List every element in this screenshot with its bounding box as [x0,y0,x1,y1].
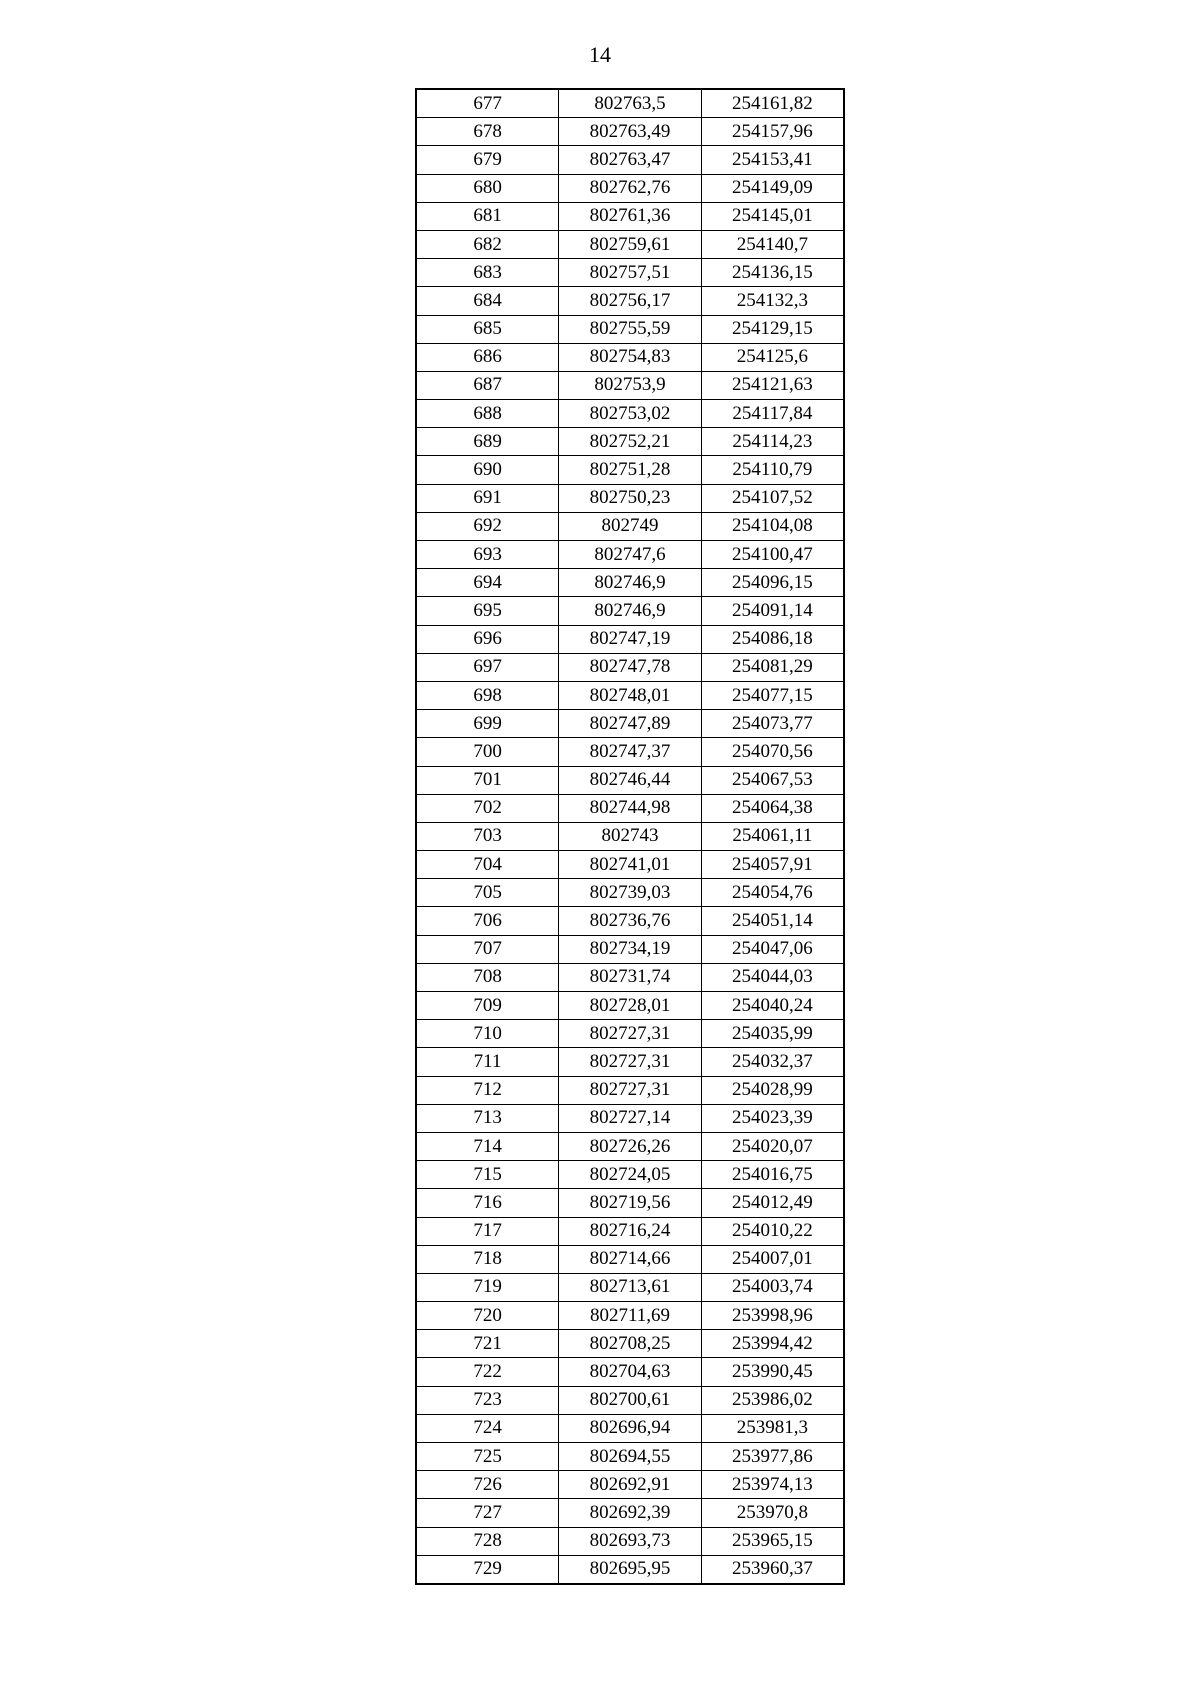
x-coordinate-cell: 802696,94 [559,1414,702,1442]
x-coordinate-cell: 802751,28 [559,456,702,484]
table-row [416,541,844,569]
y-coordinate-cell: 254044,03 [701,963,844,991]
y-coordinate-cell: 254149,09 [701,174,844,202]
table-row [416,1443,844,1471]
x-coordinate-cell: 802727,31 [559,1020,702,1048]
table-row [416,371,844,399]
y-coordinate-cell: 254054,76 [701,879,844,907]
point-number-cell: 691 [416,484,559,512]
point-number-cell: 697 [416,653,559,681]
table-row [416,1414,844,1442]
y-coordinate-cell: 254132,3 [701,287,844,315]
y-coordinate-cell: 254016,75 [701,1161,844,1189]
x-coordinate-cell: 802711,69 [559,1302,702,1330]
y-coordinate-cell: 254020,07 [701,1132,844,1160]
x-coordinate-cell: 802746,9 [559,597,702,625]
table-row [416,653,844,681]
coordinates-table [415,88,845,1585]
x-coordinate-cell: 802724,05 [559,1161,702,1189]
table-row [416,512,844,540]
y-coordinate-cell: 254077,15 [701,681,844,709]
table-row [416,315,844,343]
x-coordinate-cell: 802739,03 [559,879,702,907]
y-coordinate-cell: 253994,42 [701,1330,844,1358]
table-row [416,963,844,991]
x-coordinate-cell: 802748,01 [559,681,702,709]
y-coordinate-cell: 254107,52 [701,484,844,512]
y-coordinate-cell: 254140,7 [701,230,844,258]
x-coordinate-cell: 802695,95 [559,1555,702,1584]
point-number-cell: 678 [416,118,559,146]
table-row [416,569,844,597]
x-coordinate-cell: 802743 [559,822,702,850]
table-row [416,907,844,935]
y-coordinate-cell: 253960,37 [701,1555,844,1584]
y-coordinate-cell: 254010,22 [701,1217,844,1245]
y-coordinate-cell: 254061,11 [701,822,844,850]
point-number-cell: 729 [416,1555,559,1584]
table-row [416,146,844,174]
table-row [416,738,844,766]
table-row [416,174,844,202]
point-number-cell: 710 [416,1020,559,1048]
point-number-cell: 706 [416,907,559,935]
y-coordinate-cell: 254125,6 [701,343,844,371]
point-number-cell: 718 [416,1245,559,1273]
table-row [416,484,844,512]
table-row [416,1020,844,1048]
x-coordinate-cell: 802692,91 [559,1471,702,1499]
x-coordinate-cell: 802752,21 [559,428,702,456]
x-coordinate-cell: 802726,26 [559,1132,702,1160]
x-coordinate-cell: 802713,61 [559,1273,702,1301]
table-row [416,400,844,428]
x-coordinate-cell: 802763,5 [559,89,702,118]
y-coordinate-cell: 254153,41 [701,146,844,174]
point-number-cell: 689 [416,428,559,456]
point-number-cell: 720 [416,1302,559,1330]
x-coordinate-cell: 802757,51 [559,259,702,287]
table-row [416,1217,844,1245]
x-coordinate-cell: 802741,01 [559,851,702,879]
table-row [416,597,844,625]
point-number-cell: 687 [416,371,559,399]
x-coordinate-cell: 802753,02 [559,400,702,428]
y-coordinate-cell: 254096,15 [701,569,844,597]
point-number-cell: 681 [416,202,559,230]
point-number-cell: 695 [416,597,559,625]
y-coordinate-cell: 254032,37 [701,1048,844,1076]
x-coordinate-cell: 802716,24 [559,1217,702,1245]
table-row [416,1161,844,1189]
y-coordinate-cell: 254081,29 [701,653,844,681]
table-row [416,992,844,1020]
y-coordinate-cell: 253974,13 [701,1471,844,1499]
x-coordinate-cell: 802728,01 [559,992,702,1020]
point-number-cell: 702 [416,794,559,822]
table-row [416,766,844,794]
point-number-cell: 713 [416,1104,559,1132]
table-row [416,1330,844,1358]
y-coordinate-cell: 254047,06 [701,935,844,963]
point-number-cell: 703 [416,822,559,850]
point-number-cell: 686 [416,343,559,371]
table-row [416,1555,844,1584]
point-number-cell: 707 [416,935,559,963]
point-number-cell: 694 [416,569,559,597]
y-coordinate-cell: 253990,45 [701,1358,844,1386]
x-coordinate-cell: 802749 [559,512,702,540]
x-coordinate-cell: 802763,47 [559,146,702,174]
x-coordinate-cell: 802747,19 [559,625,702,653]
y-coordinate-cell: 254070,56 [701,738,844,766]
y-coordinate-cell: 254040,24 [701,992,844,1020]
point-number-cell: 714 [416,1132,559,1160]
x-coordinate-cell: 802700,61 [559,1386,702,1414]
point-number-cell: 723 [416,1386,559,1414]
table-row [416,851,844,879]
x-coordinate-cell: 802746,9 [559,569,702,597]
table-row [416,1273,844,1301]
x-coordinate-cell: 802750,23 [559,484,702,512]
point-number-cell: 683 [416,259,559,287]
x-coordinate-cell: 802763,49 [559,118,702,146]
table-row [416,1499,844,1527]
table-row [416,710,844,738]
x-coordinate-cell: 802756,17 [559,287,702,315]
table-row [416,1189,844,1217]
table-row [416,428,844,456]
point-number-cell: 726 [416,1471,559,1499]
y-coordinate-cell: 253970,8 [701,1499,844,1527]
y-coordinate-cell: 254145,01 [701,202,844,230]
point-number-cell: 700 [416,738,559,766]
x-coordinate-cell: 802747,89 [559,710,702,738]
point-number-cell: 716 [416,1189,559,1217]
x-coordinate-cell: 802755,59 [559,315,702,343]
table-row [416,202,844,230]
point-number-cell: 727 [416,1499,559,1527]
table-row [416,1386,844,1414]
x-coordinate-cell: 802746,44 [559,766,702,794]
table-row [416,1076,844,1104]
table-row [416,1104,844,1132]
y-coordinate-cell: 253998,96 [701,1302,844,1330]
point-number-cell: 699 [416,710,559,738]
table-row [416,456,844,484]
x-coordinate-cell: 802719,56 [559,1189,702,1217]
table-row [416,1358,844,1386]
table-row [416,259,844,287]
x-coordinate-cell: 802761,36 [559,202,702,230]
y-coordinate-cell: 254157,96 [701,118,844,146]
point-number-cell: 704 [416,851,559,879]
x-coordinate-cell: 802727,14 [559,1104,702,1132]
coordinates-table-body [416,89,844,1584]
table-row [416,681,844,709]
y-coordinate-cell: 254117,84 [701,400,844,428]
page-number: 14 [589,42,611,67]
x-coordinate-cell: 802731,74 [559,963,702,991]
point-number-cell: 690 [416,456,559,484]
table-row [416,794,844,822]
point-number-cell: 693 [416,541,559,569]
point-number-cell: 719 [416,1273,559,1301]
point-number-cell: 698 [416,681,559,709]
table-row [416,879,844,907]
x-coordinate-cell: 802747,78 [559,653,702,681]
table-row [416,625,844,653]
table-row [416,89,844,118]
point-number-cell: 712 [416,1076,559,1104]
y-coordinate-cell: 254007,01 [701,1245,844,1273]
point-number-cell: 709 [416,992,559,1020]
point-number-cell: 688 [416,400,559,428]
table-row [416,1471,844,1499]
x-coordinate-cell: 802747,6 [559,541,702,569]
x-coordinate-cell: 802736,76 [559,907,702,935]
y-coordinate-cell: 254104,08 [701,512,844,540]
y-coordinate-cell: 254073,77 [701,710,844,738]
x-coordinate-cell: 802727,31 [559,1076,702,1104]
point-number-cell: 705 [416,879,559,907]
table-row [416,230,844,258]
x-coordinate-cell: 802753,9 [559,371,702,399]
y-coordinate-cell: 254028,99 [701,1076,844,1104]
point-number-cell: 680 [416,174,559,202]
y-coordinate-cell: 254003,74 [701,1273,844,1301]
y-coordinate-cell: 254136,15 [701,259,844,287]
table-row [416,118,844,146]
point-number-cell: 717 [416,1217,559,1245]
y-coordinate-cell: 254121,63 [701,371,844,399]
x-coordinate-cell: 802754,83 [559,343,702,371]
x-coordinate-cell: 802747,37 [559,738,702,766]
point-number-cell: 701 [416,766,559,794]
table-row [416,287,844,315]
x-coordinate-cell: 802727,31 [559,1048,702,1076]
point-number-cell: 679 [416,146,559,174]
point-number-cell: 692 [416,512,559,540]
y-coordinate-cell: 254064,38 [701,794,844,822]
y-coordinate-cell: 254110,79 [701,456,844,484]
y-coordinate-cell: 254057,91 [701,851,844,879]
y-coordinate-cell: 254035,99 [701,1020,844,1048]
x-coordinate-cell: 802762,76 [559,174,702,202]
y-coordinate-cell: 253981,3 [701,1414,844,1442]
y-coordinate-cell: 254051,14 [701,907,844,935]
table-row [416,343,844,371]
y-coordinate-cell: 254086,18 [701,625,844,653]
y-coordinate-cell: 254129,15 [701,315,844,343]
y-coordinate-cell: 254067,53 [701,766,844,794]
x-coordinate-cell: 802744,98 [559,794,702,822]
y-coordinate-cell: 254023,39 [701,1104,844,1132]
point-number-cell: 728 [416,1527,559,1555]
y-coordinate-cell: 254100,47 [701,541,844,569]
point-number-cell: 715 [416,1161,559,1189]
point-number-cell: 725 [416,1443,559,1471]
table-row [416,1048,844,1076]
y-coordinate-cell: 254012,49 [701,1189,844,1217]
table-row [416,1527,844,1555]
x-coordinate-cell: 802714,66 [559,1245,702,1273]
x-coordinate-cell: 802694,55 [559,1443,702,1471]
x-coordinate-cell: 802759,61 [559,230,702,258]
y-coordinate-cell: 254114,23 [701,428,844,456]
y-coordinate-cell: 253965,15 [701,1527,844,1555]
y-coordinate-cell: 254091,14 [701,597,844,625]
table-row [416,935,844,963]
point-number-cell: 684 [416,287,559,315]
table-row [416,1302,844,1330]
table-row [416,1132,844,1160]
point-number-cell: 708 [416,963,559,991]
point-number-cell: 696 [416,625,559,653]
table-row [416,822,844,850]
point-number-cell: 677 [416,89,559,118]
x-coordinate-cell: 802704,63 [559,1358,702,1386]
point-number-cell: 682 [416,230,559,258]
y-coordinate-cell: 253977,86 [701,1443,844,1471]
point-number-cell: 721 [416,1330,559,1358]
point-number-cell: 685 [416,315,559,343]
point-number-cell: 722 [416,1358,559,1386]
y-coordinate-cell: 254161,82 [701,89,844,118]
x-coordinate-cell: 802693,73 [559,1527,702,1555]
x-coordinate-cell: 802692,39 [559,1499,702,1527]
y-coordinate-cell: 253986,02 [701,1386,844,1414]
x-coordinate-cell: 802734,19 [559,935,702,963]
x-coordinate-cell: 802708,25 [559,1330,702,1358]
table-row [416,1245,844,1273]
point-number-cell: 724 [416,1414,559,1442]
point-number-cell: 711 [416,1048,559,1076]
